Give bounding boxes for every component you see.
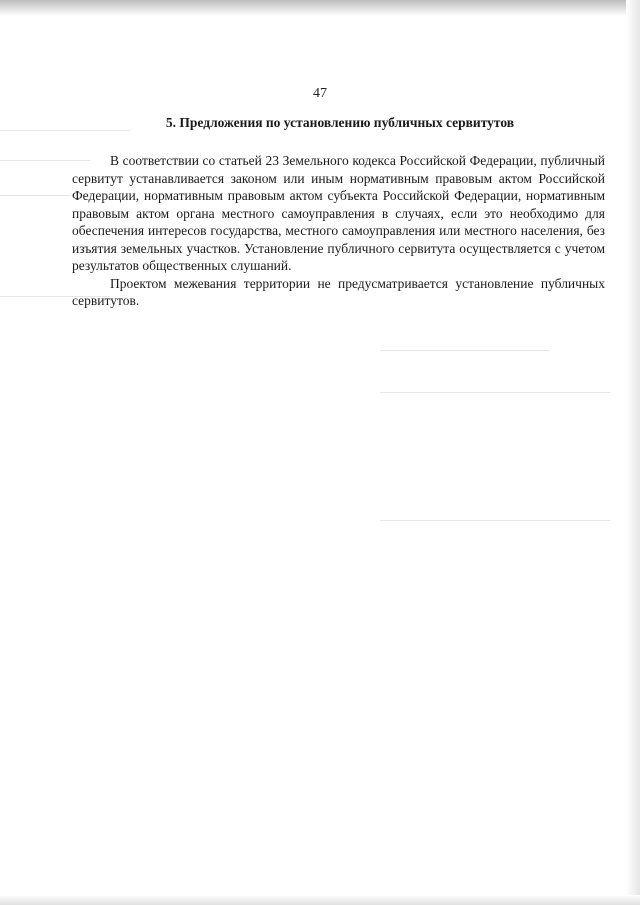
show-through-line — [0, 195, 70, 196]
show-through-line — [380, 520, 610, 521]
paragraph-project-statement: Проектом межевания территории не предусматривается установление публичных сервитутов. — [72, 275, 605, 308]
scan-right-edge — [626, 0, 640, 905]
page-number: 47 — [313, 86, 327, 101]
show-through-line — [380, 350, 550, 351]
show-through-line — [380, 392, 610, 393]
body-text — [72, 152, 605, 310]
section-title: 5. Предложения по установлению публичных сервитутов — [165, 115, 515, 130]
paragraph-servitude-law: В соответствии со статьей 23 Земельного кодекса Российской Федерации, публичный сервитут устанавливается законом или иным нормативным правовым актом Российской Федерации, нормативным правовым актом субъекта Российской Федерации, нормативным правовым актом органа местного самоуправления в случаях, если это необходимо для обеспечения интересов государства, местного самоуправления или местного населения, без изъятия земельных участков. Установление публичного сервитута осуществляется с учетом результатов общественных слушаний. — [72, 153, 605, 273]
scan-bottom-edge — [0, 895, 640, 905]
scan-top-edge — [0, 0, 640, 16]
